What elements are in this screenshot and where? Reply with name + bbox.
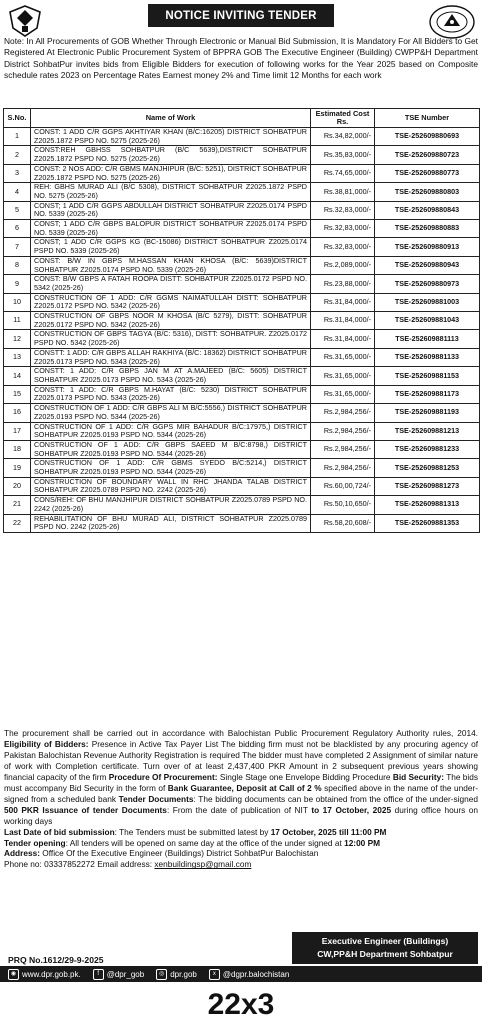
row-cost: Rs.31,65,000/- xyxy=(311,385,375,403)
row-cost: Rs.31,65,000/- xyxy=(311,367,375,385)
row-sno: 14 xyxy=(4,367,31,385)
instagram-icon: ◎ xyxy=(156,969,167,980)
row-sno: 13 xyxy=(4,348,31,366)
row-tse: TSE-252609881253 xyxy=(375,459,480,477)
row-tse: TSE-252609880803 xyxy=(375,183,480,201)
documents-label: Tender Documents xyxy=(118,793,194,804)
table-row xyxy=(4,459,480,477)
row-work: CONSTT: 1 ADD: C/R GBPS M.HAYAT (B/C: 5230) DISTRICT SOHBATPUR Z2025.0173 PSPD NO. 5343 (2025-26) xyxy=(31,385,311,403)
row-sno: 8 xyxy=(4,256,31,274)
procedure-label: Procedure Of Procurement: xyxy=(108,771,218,782)
row-sno: 3 xyxy=(4,164,31,182)
row-tse: TSE-252609880843 xyxy=(375,201,480,219)
row-tse: TSE-252609880913 xyxy=(375,238,480,256)
signatory-box xyxy=(292,932,478,964)
row-sno: 7 xyxy=(4,238,31,256)
row-sno: 5 xyxy=(4,201,31,219)
procedure-text: Single Stage one Envelope Bidding Procedure xyxy=(219,771,391,782)
address-label: Address: xyxy=(4,848,40,859)
row-cost: Rs.34,82,000/- xyxy=(311,128,375,146)
opening-bold: 12:00 PM xyxy=(344,837,381,848)
security-bold: Bank Guarantee, Deposit at Call of 2 % xyxy=(167,782,322,793)
header-tse: TSE Number xyxy=(375,109,480,128)
row-cost: Rs.32,83,000/- xyxy=(311,220,375,238)
table-row xyxy=(4,514,480,532)
social-item[interactable] xyxy=(8,969,81,980)
opening-label: Tender opening xyxy=(4,837,66,848)
row-tse: TSE-252609881003 xyxy=(375,293,480,311)
notice-title: NOTICE INVITING TENDER xyxy=(148,4,334,27)
row-cost: Rs.2,984,256/- xyxy=(311,422,375,440)
table-row xyxy=(4,330,480,348)
row-cost: Rs.60,00,724/- xyxy=(311,477,375,495)
row-tse: TSE-252609881133 xyxy=(375,348,480,366)
row-cost: Rs.2,984,256/- xyxy=(311,440,375,458)
row-sno: 12 xyxy=(4,330,31,348)
social-media-bar xyxy=(0,966,482,982)
row-work: CONSTRUCTION OF 1 ADD: C/R GBPS SAEED M B/C:8798,) DISTRICT SOHBATPUR Z2025.0193 PSPD NO. 5344 (2025-26) xyxy=(31,440,311,458)
row-cost: Rs.31,84,000/- xyxy=(311,312,375,330)
row-work: CONSTT: 1 ADD: C/R GBPS JAN M AT A.MAJEED (B/C: 5605) DISTRICT SOHBATPUR Z2025.0173 PSPD NO. 5343 (2025-26) xyxy=(31,367,311,385)
table-row xyxy=(4,312,480,330)
row-work: CONST; 1 ADD C/R GGPS ABDULLAH DISTRICT SOHBATPUR Z2025.0174 PSPD NO. 5339 (2025-26) xyxy=(31,201,311,219)
row-tse: TSE-252609880773 xyxy=(375,164,480,182)
works-table xyxy=(3,108,480,533)
header-cost: Estimated Cost Rs. xyxy=(311,109,375,128)
row-sno: 16 xyxy=(4,404,31,422)
table-row xyxy=(4,477,480,495)
table-row xyxy=(4,238,480,256)
table-body xyxy=(4,128,480,533)
row-work: CONST:REH GBHSS SOHBATPUR (B/C 5639),DISTRICT SOHBATPUR Z2025.1872 PSPD NO. 5275 (2025-26) xyxy=(31,146,311,164)
row-work: CONST: B/W IN GBPS M.HASSAN KHAN KHOSA (B/C: 5639)DISTRICT SOHBATPUR Z2025.0174 PSPD NO. 5339 (2025-26) xyxy=(31,256,311,274)
row-cost: Rs.38,81,000/- xyxy=(311,183,375,201)
row-cost: Rs.58,20,608/- xyxy=(311,514,375,532)
row-sno: 22 xyxy=(4,514,31,532)
row-work: CONSTRUCTION OF 1 ADD: C/R GGMS NAIMATULLAH DISTT: SOHBATPUR Z2025.0172 PSPD NO. 5342 (2025-26) xyxy=(31,293,311,311)
row-tse: TSE-252609881113 xyxy=(375,330,480,348)
table-row xyxy=(4,440,480,458)
row-work: CONSTRUCTION OF 1 ADD: C/R GGPS MIR BAHADUR B/C:17975,) DISTRICT SOHBATPUR Z2025.0193 PSPD NO. 5344 (2025-26) xyxy=(31,422,311,440)
social-label: www.dpr.gob.pk. xyxy=(22,969,81,979)
row-work: CONST: 1 ADD C/R GGPS AKHTIYAR KHAN (B/C:16205) DISTRICT SOHBATPUR Z2025.1872 PSPD NO. 5275 (2025-26) xyxy=(31,128,311,146)
row-sno: 9 xyxy=(4,275,31,293)
row-sno: 20 xyxy=(4,477,31,495)
row-work: CONST: 2 NOS ADD: C/R GBMS MANJHIPUR (B/C: 5251), DISTRICT SOHBATPUR Z2025.1872 PSPD NO. 5275 (2025-26) xyxy=(31,164,311,182)
eligibility-label: Eligibility of Bidders: xyxy=(4,738,89,749)
row-cost: Rs.32,83,000/- xyxy=(311,238,375,256)
documents-text-2: : From the date of publication of NIT xyxy=(166,804,308,815)
row-work: REH: GBHS MURAD ALI (B/C 5308), DISTRICT SOHBATPUR Z2025.1872 PSPD NO. 5275 (2025-26) xyxy=(31,183,311,201)
social-item[interactable] xyxy=(93,969,144,980)
row-sno: 2 xyxy=(4,146,31,164)
row-sno: 10 xyxy=(4,293,31,311)
row-sno: 6 xyxy=(4,220,31,238)
row-tse: TSE-252609881193 xyxy=(375,404,480,422)
row-tse: TSE-252609881043 xyxy=(375,312,480,330)
documents-bold: 500 PKR Issuance of tender Documents xyxy=(4,804,167,815)
terms-intro: The procurement shall be carried out in accordance with Balochistan Public Procurement Regulatory Authority rules, 2014. xyxy=(4,728,478,738)
table-row xyxy=(4,220,480,238)
row-sno: 15 xyxy=(4,385,31,403)
row-tse: TSE-252609881353 xyxy=(375,514,480,532)
row-cost: Rs.50,10,650/- xyxy=(311,496,375,514)
row-tse: TSE-252609881153 xyxy=(375,367,480,385)
table-row xyxy=(4,256,480,274)
security-label: Bid Security: xyxy=(392,771,445,782)
row-work: CONS/REH: OF BHU MANJHIPUR DISTRICT SOHBATPUR Z2025.0789 PSPD NO. 2242 (2025-26) xyxy=(31,496,311,514)
row-work: CONST; 1 ADD C/R GGPS KG (BC-15086) DISTRICT SOHBATPUR Z2025.0174 PSPD NO. 5339 (2025-26) xyxy=(31,238,311,256)
row-sno: 11 xyxy=(4,312,31,330)
security-text-2: specified above in the name of the under-signed from a scheduled bank xyxy=(4,782,479,804)
security-text: The bids must accompany Bid Security in the form of xyxy=(4,771,479,793)
row-sno: 21 xyxy=(4,496,31,514)
twitter-icon: x xyxy=(209,969,220,980)
header-work: Name of Work xyxy=(31,109,311,128)
row-cost: Rs.31,84,000/- xyxy=(311,330,375,348)
row-work: CONST: B/W GBPS A FATAH ROOPA DISTT: SOHBATPUR Z2025.0172 PSPD NO. 5342 (2025-26) xyxy=(31,275,311,293)
table-row xyxy=(4,385,480,403)
row-cost: Rs.23,88,000/- xyxy=(311,275,375,293)
social-item[interactable] xyxy=(209,969,289,980)
row-tse: TSE-252609881233 xyxy=(375,440,480,458)
terms-paragraph xyxy=(4,728,478,870)
table-row xyxy=(4,201,480,219)
last-date-text: : The Tenders must be submitted latest by xyxy=(114,826,269,837)
social-label: @dgpr.balochistan xyxy=(222,969,290,979)
row-work: CONSTRUCTION OF 1 ADD: C/R GBMS SYEDO B/C:5214,) DISTRICT SOHBATPUR Z2025.0193 PSPD NO. 5344 (2025-26) xyxy=(31,459,311,477)
row-cost: Rs.35,83,000/- xyxy=(311,146,375,164)
last-date-bold: 17 October, 2025 till 11:00 PM xyxy=(270,826,387,837)
table-row xyxy=(4,146,480,164)
social-item[interactable] xyxy=(156,969,197,980)
address-text: Office Of the Executive Engineer (Buildings) District SohbatPur Balochistan xyxy=(42,848,319,859)
table-row xyxy=(4,275,480,293)
row-cost: Rs.31,84,000/- xyxy=(311,293,375,311)
email-link[interactable]: xenbuildingsp@gmail.com xyxy=(154,859,252,870)
globe-icon: ◉ xyxy=(8,969,19,980)
row-cost: Rs.2,984,256/- xyxy=(311,459,375,477)
row-tse: TSE-252609880943 xyxy=(375,256,480,274)
signatory-line-2: CW,PP&H Department Sohbatpur xyxy=(317,949,453,959)
table-row xyxy=(4,293,480,311)
row-tse: TSE-252609881213 xyxy=(375,422,480,440)
row-sno: 19 xyxy=(4,459,31,477)
opening-text: : All tenders will be opened on same day at the office of the under signed at xyxy=(65,837,342,848)
row-tse: TSE-252609881313 xyxy=(375,496,480,514)
table-row xyxy=(4,348,480,366)
table-header-row xyxy=(4,109,480,128)
row-tse: TSE-252609881173 xyxy=(375,385,480,403)
table-row xyxy=(4,404,480,422)
ad-size-label: 22x3 xyxy=(207,988,275,1021)
department-seal-right xyxy=(428,4,476,40)
eligibility-text: Presence in Active Tax Payer List The bidding firm must not be blacklisted by any procuring agency of Pakistan Balochistan Revenue Authority Registration is required The bidder must have completed 2 Assignment of similar nature of work with Completion certificate. Turn over of at least 2,437,400 PKR Amount in 2 subsequent previous years showing financial capacity of the firm xyxy=(4,738,478,782)
phone-text: Phone no: 03337852272 Email address: xyxy=(4,859,153,870)
row-work: CONSTRUCTION OF GBPS NOOR M KHOSA (B/C 5279), DISTT: SOHBATPUR Z2025.0172 PSPD NO. 5342 (2025-26) xyxy=(31,312,311,330)
last-date-label: Last Date of bid submission xyxy=(4,826,115,837)
table-row xyxy=(4,164,480,182)
row-work: REHABILITATION OF BHU MURAD ALI, DISTRICT SOHBATPUR Z2025.0789 PSPD NO. 2242 (2025-26) xyxy=(31,514,311,532)
row-tse: TSE-252609880723 xyxy=(375,146,480,164)
intro-paragraph: Note: In All Procurements of GOB Whether Through Electronic or Manual Bid Submission, It is Mandatory For All Bidders to Get Registered At Electronic Public Procurement System of BPPRA GOB The Executive Engineer (Building) CWPP&H Department District SohbatPur invites bids from Eligible Bidders for execution of following works for the Year 2025 based on Composite schedule rates 2023 on Percentage Rates Earnest money 2% and Time limit 12 Months for each work xyxy=(4,36,478,80)
social-label: dpr.gob xyxy=(170,969,197,979)
documents-text-3: during office hours on working days xyxy=(4,804,478,826)
row-sno: 4 xyxy=(4,183,31,201)
row-sno: 18 xyxy=(4,440,31,458)
row-work: CONSTRUCTION OF BOUNDARY WALL IN RHC JHANDA TALAB DISTRICT SOHBATPUR Z2025.0789 PSPD NO. 2242 (2025-26) xyxy=(31,477,311,495)
header-sno: S.No. xyxy=(4,109,31,128)
row-work: CONSTRUCTION OF GBPS TAGYA (B/C: 5316), DISTT: SOHBATPUR. Z2025.0172 PSPD NO. 5342 (2025-26) xyxy=(31,330,311,348)
table-row xyxy=(4,128,480,146)
facebook-icon: f xyxy=(93,969,104,980)
prq-number: PRQ No.1612/29-9-2025 xyxy=(8,955,104,965)
row-work: CONSTT: 1 ADD: C/R GBPS ALLAH RAKHIYA (B/C: 18362) DISTRICT SOHBATPUR Z2025.0173 PSPD NO. 5343 (2025-26) xyxy=(31,348,311,366)
row-sno: 17 xyxy=(4,422,31,440)
documents-text: : The bidding documents can be obtained from the office of the under-signed xyxy=(193,793,478,804)
row-cost: Rs.31,65,000/- xyxy=(311,348,375,366)
table-row xyxy=(4,183,480,201)
signatory-line-1: Executive Engineer (Buildings) xyxy=(321,936,449,946)
row-tse: TSE-252609880973 xyxy=(375,275,480,293)
documents-bold-2: to 17 October, 2025 xyxy=(311,804,392,815)
government-emblem-left xyxy=(6,4,44,38)
row-cost: Rs.2,984,256/- xyxy=(311,404,375,422)
row-tse: TSE-252609881273 xyxy=(375,477,480,495)
row-work: CONST; 1 ADD C/R GBPS BALOPUR DISTRICT SOHBATPUR Z2025.0174 PSPD NO. 5339 (2025-26) xyxy=(31,220,311,238)
table-row xyxy=(4,496,480,514)
row-sno: 1 xyxy=(4,128,31,146)
row-cost: Rs.32,83,000/- xyxy=(311,201,375,219)
table-row xyxy=(4,367,480,385)
row-work: CONSTRUCTION OF 1 ADD: C/R GBPS ALI M B/C:5556,) DISTRICT SOHBATPUR Z2025.0193 PSPD NO. 5344 (2025-26) xyxy=(31,404,311,422)
row-tse: TSE-252609880883 xyxy=(375,220,480,238)
row-tse: TSE-252609880693 xyxy=(375,128,480,146)
table-row xyxy=(4,422,480,440)
social-label: @dpr_gob xyxy=(106,969,145,979)
row-cost: Rs.74,65,000/- xyxy=(311,164,375,182)
row-cost: Rs.2,089,000/- xyxy=(311,256,375,274)
